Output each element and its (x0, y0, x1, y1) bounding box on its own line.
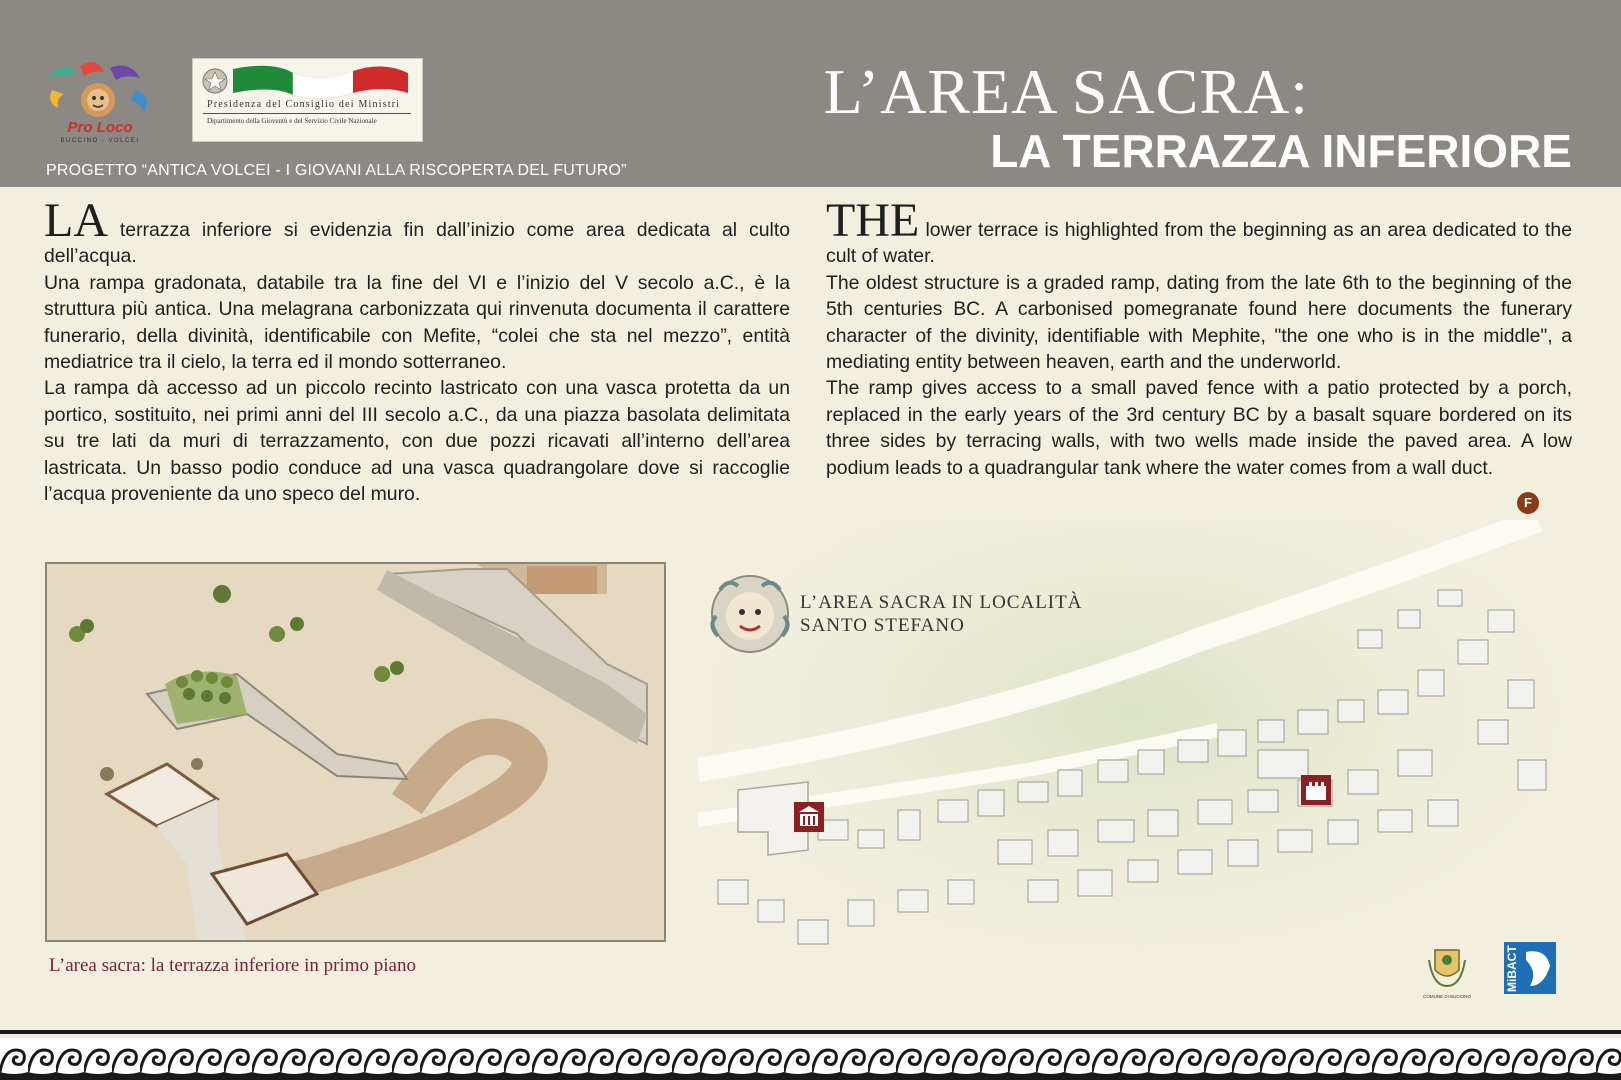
english-paragraph-3: The ramp gives access to a small paved fence with a patio protected by a porch, replaced in the early years of the 3rd century BC by a basalt square bordered on its three sides by terracing walls, with two wells made inside the paved area. A low podium leads to a quadrangular tank where the water comes from a wall duct. (826, 377, 1572, 479)
proloco-logo (40, 56, 160, 146)
english-paragraph-1 (826, 194, 1572, 270)
wave-border (0, 1030, 1621, 1080)
english-dropcap: THE (826, 194, 920, 247)
mibact-logo (1504, 942, 1556, 994)
italian-text-column (44, 194, 790, 507)
map-label (800, 591, 1082, 637)
photo-caption: L’area sacra: la terrazza inferiore in primo piano (49, 955, 416, 976)
government-divider (203, 113, 411, 114)
map-marker-f: F (1517, 492, 1539, 514)
proloco-logo-text: Pro Loco (67, 119, 133, 136)
comune-label: COMUNE DI BUCCINO (1423, 994, 1471, 999)
english-paragraph-2: The oldest structure is a graded ramp, dating from the late 6th to the beginning of the 5th centuries BC. A carbonised pomegranate found here documents the funerary character of the divinity, identifiable with Mephite, "the one who is in the middle", a mediating entity between heaven, earth and the underworld. (826, 271, 1572, 374)
project-name: PROGETTO “ANTICA VOLCEI - I GIOVANI ALLA RISCOPERTA DEL FUTURO” (46, 162, 627, 179)
italian-dropcap: LA (44, 194, 108, 247)
government-department: Dipartimento della Gioventù e del Servizio Civile Nazionale (207, 117, 377, 125)
english-text-column (826, 194, 1572, 481)
mibact-label: MiBACT (1505, 945, 1519, 992)
italian-paragraph-1-text: terrazza inferiore si evidenzia fin dall’inizio come area dedicata al culto dell’acqua. (44, 219, 790, 268)
government-name: Presidenza del Consiglio dei Ministri (207, 99, 401, 110)
aerial-model-photo (45, 562, 666, 942)
italian-paragraph-2: Una rampa gradonata, databile tra la fine del VI e l’inizio del V secolo a.C., è la struttura più antica. Una melagrana carbonizzata qui rinvenuta documenta il carattere funerario, della divinità, identificabile con Mefite, “colei che sta nel mezzo”, entità mediatrice tra il cielo, la terra ed il mondo sotterraneo. (44, 271, 790, 374)
english-paragraph-1-text: lower terrace is highlighted from the beginning as an area dedicated to the cult of water. (826, 219, 1572, 268)
government-logo (192, 58, 423, 142)
page-subtitle: LA TERRAZZA INFERIORE (990, 125, 1572, 177)
map-label-line-1: L’AREA SACRA IN LOCALITÀ (800, 592, 1083, 613)
map-label-line-2: SANTO STEFANO (800, 615, 965, 636)
page-title: L’AREA SACRA: (823, 56, 1309, 127)
castle-marker (1301, 775, 1331, 805)
proloco-logo-subtext: BUCCINO - VOLCEI (60, 138, 140, 144)
medusa-emblem (712, 576, 788, 652)
italian-flag-emblem (193, 61, 422, 101)
italian-paragraph-1 (44, 194, 790, 270)
italian-paragraph-3: La rampa dà accesso ad un piccolo recinto lastricato con una vasca protetta da un portico, sostituito, nei primi anni del III secolo a.C., da una piazza basolata delimitata su tre lati da muri di terrazzamento, con due pozzi ricavati all’interno dell’area lastricata. Un basso podio conduce ad una vasca quadrangolare dove si raccoglie l’acqua proveniente da uno speco del muro. (44, 377, 790, 506)
museum-marker (794, 802, 824, 832)
